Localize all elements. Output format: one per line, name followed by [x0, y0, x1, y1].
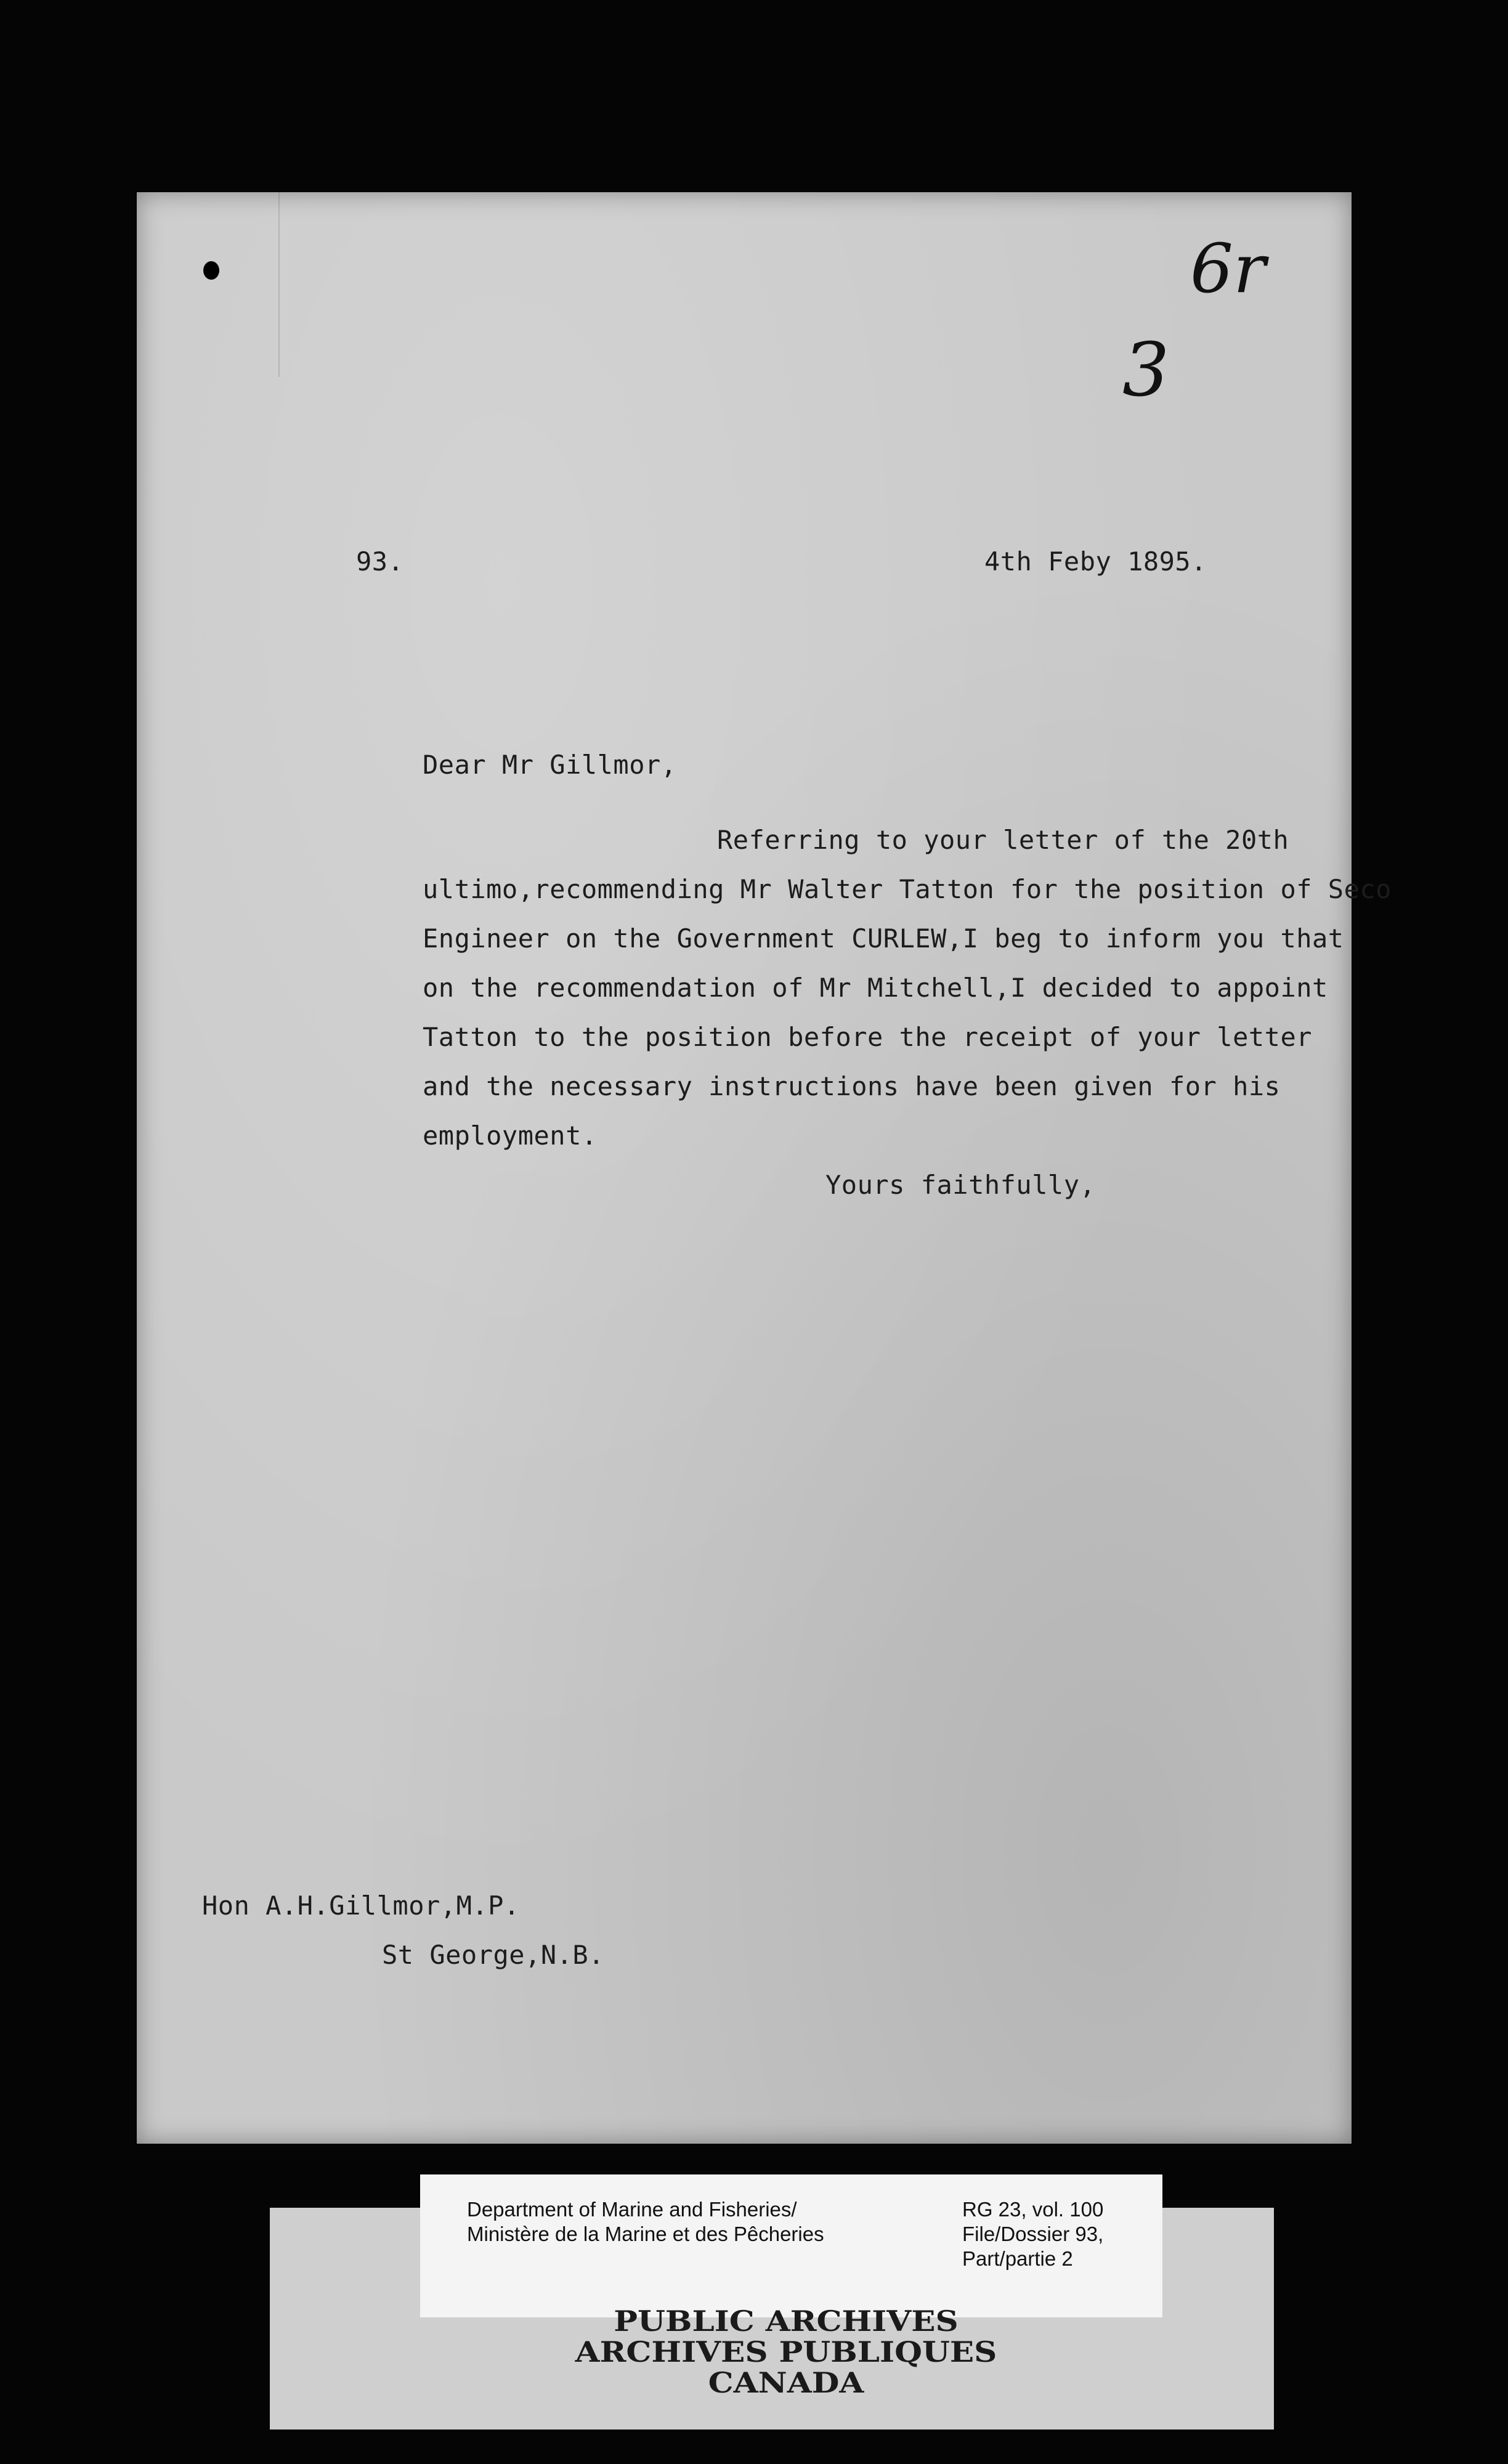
recipient-address: St George,N.B. [382, 1940, 605, 1970]
file-dossier-ref: File/Dossier 93, [962, 2223, 1104, 2245]
archives-stamp-line: CANADA [708, 2366, 864, 2399]
body-line: Tatton to the position before the receipt of your letter [423, 1022, 1313, 1052]
body-line: employment. [423, 1121, 598, 1151]
salutation: Dear Mr Gillmor, [423, 750, 677, 780]
binder-hole [203, 261, 219, 280]
department-line-fr: Ministère de la Marine et des Pêcheries [467, 2223, 824, 2245]
archives-stamp-line: PUBLIC ARCHIVES [614, 2304, 959, 2338]
archive-reference-label [420, 2174, 1162, 2317]
letter-date: 4th Feby 1895. [984, 546, 1207, 577]
body-line: and the necessary instructions have been given for his [423, 1071, 1281, 1101]
handwritten-folio-number: 3 [1122, 328, 1170, 413]
body-line: on the recommendation of Mr Mitchell,I decided to appoint [423, 973, 1328, 1003]
letter-sheet [137, 192, 1392, 2144]
handwritten-folio-mark: 6r [1190, 229, 1266, 308]
file-number: 93. [356, 546, 404, 577]
closing: Yours faithfully, [825, 1170, 1096, 1200]
body-line: Engineer on the Government CURLEW,I beg to inform you that [423, 923, 1344, 954]
body-line: Referring to your letter of the 20th [717, 825, 1289, 855]
part-ref: Part/partie 2 [962, 2247, 1073, 2270]
body-line: ultimo,recommending Mr Walter Tatton for the position of Seco [423, 874, 1392, 904]
archives-stamp-line: ARCHIVES PUBLIQUES [575, 2335, 997, 2369]
record-group-ref: RG 23, vol. 100 [962, 2198, 1104, 2221]
page-crease [278, 192, 280, 377]
department-line-en: Department of Marine and Fisheries/ [467, 2198, 797, 2221]
recipient-name: Hon A.H.Gillmor,M.P. [202, 1891, 520, 1921]
